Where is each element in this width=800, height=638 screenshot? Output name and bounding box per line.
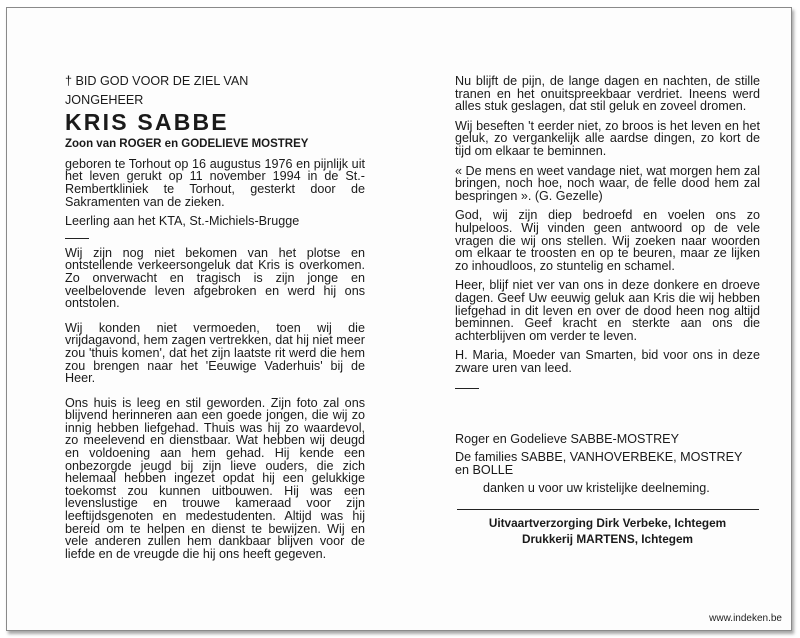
left-paragraph-1: Wij zijn nog niet bekomen van het plotse en ontstellende verkeersongeluk dat Kris is overkomen. Zo onverwacht en tragisch is zijn jonge en veelbelovende leven afgebroken en werd hij ons ontstolen.	[65, 245, 365, 311]
divider	[455, 388, 479, 389]
deceased-name: KRIS SABBE	[65, 109, 229, 136]
printer-rule	[457, 509, 759, 510]
prayer-header-2: JONGEHEER	[65, 92, 144, 107]
right-paragraph-4: Heer, blijf niet ver van ons in deze donkere en droeve dagen. Geef Uw eeuwig geluk aan Kris die wij hebben liefgehad in dit leven en over de dood heen nog altijd beminnen. Geef kracht en sterkte aan ons die achterblijven om verder te leven.	[455, 278, 760, 343]
right-paragraph-2: Wij beseften 't eerder niet, zo broos is het leven en het geluk, zo vergankelijk alle aardse dingen, zo kort de tijd om elkaar te beminnen.	[455, 118, 760, 158]
thanks-line: danken u voor uw kristelijke deelneming.	[483, 481, 710, 496]
divider	[65, 238, 89, 239]
left-paragraph-3: Ons huis is leeg en stil geworden. Zijn foto zal ons blijvend herinneren aan een goede jongen, die wij zo innig hebben liefgehad. Thuis was hij zo waardevol, zo meelevend en dienstbaar. Wat hebben wij deugd en voldoening aan hem gehad. Hij kende een onbezorgde jeugd bij zijn lieve ouders, die zich helemaal hebben ingezet opdat hij een gelukkige toekomst zou kunnen uitbouwen. Hij was een levenslustige en trouwe kameraad voor zijn leeftijdsgenoten en medestudenten. Altijd was hij bereid om te helpen en dienst te bewijzen. Wij en vele anderen zullen hem dankbaar blijven voor de liefde en de vreugde die hij ons heeft gegeven.	[65, 395, 365, 561]
left-column	[65, 75, 365, 560]
watermark: www.indeken.be	[709, 613, 782, 624]
family-line-1: Roger en Godelieve SABBE-MOSTREY	[455, 432, 679, 447]
memorial-card	[6, 7, 792, 631]
right-column	[455, 75, 760, 546]
birth-death-text: geboren te Torhout op 16 augustus 1976 en pijnlijk uit het leven gerukt op 11 november 1994 in de St.-Rembertkliniek te Torhout, gesterkt door de Sakramenten van de zieken.	[65, 156, 365, 209]
prayer-header: † BID GOD VOOR DE ZIEL VAN	[65, 74, 249, 88]
parents-line: Zoon van ROGER en GODELIEVE MOSTREY	[65, 138, 309, 151]
right-paragraph-5: H. Maria, Moeder van Smarten, bid voor ons in deze zware uren van leed.	[455, 348, 760, 375]
right-paragraph-3: God, wij zijn diep bedroefd en voelen ons zo hulpeloos. Wij vinden geen antwoord op de vele vragen die wij ons stellen. Wij zoeken naar woorden om elkaar te troosten en op te beuren, maar ze lijken zo inhoudloos, zo stuntelig en schamel.	[455, 208, 760, 273]
funeral-director: Uitvaartverzorging Dirk Verbeke, Ichtegem	[488, 515, 727, 530]
gezelle-quote: « De mens en weet vandage niet, wat morgen hem zal bringen, noch hoe, noch waar, de felle dood hem zal bespringen ». (G. Gezelle)	[455, 163, 760, 203]
school-text: Leerling aan het KTA, St.-Michiels-Brugge	[65, 214, 300, 229]
right-paragraph-1: Nu blijft de pijn, de lange dagen en nachten, de stille tranen en het onuitspreekbaar verdriet. Ineens werd alles stuk geslagen, dat stil geluk en zoveel dromen.	[455, 74, 760, 114]
printer-name: Drukkerij MARTENS, Ichtegem	[521, 531, 694, 546]
family-line-2: De families SABBE, VANHOVERBEKE, MOSTREY en BOLLE	[455, 450, 743, 477]
left-paragraph-2: Wij konden niet vermoeden, toen wij die vrijdagavond, hem zagen vertrekken, dat hij niet meer zou 'thuis komen', dat het zijn laatste rit werd die hem zou brengen naar het 'Eeuwige Vaderhuis' bij de Heer.	[65, 320, 365, 386]
